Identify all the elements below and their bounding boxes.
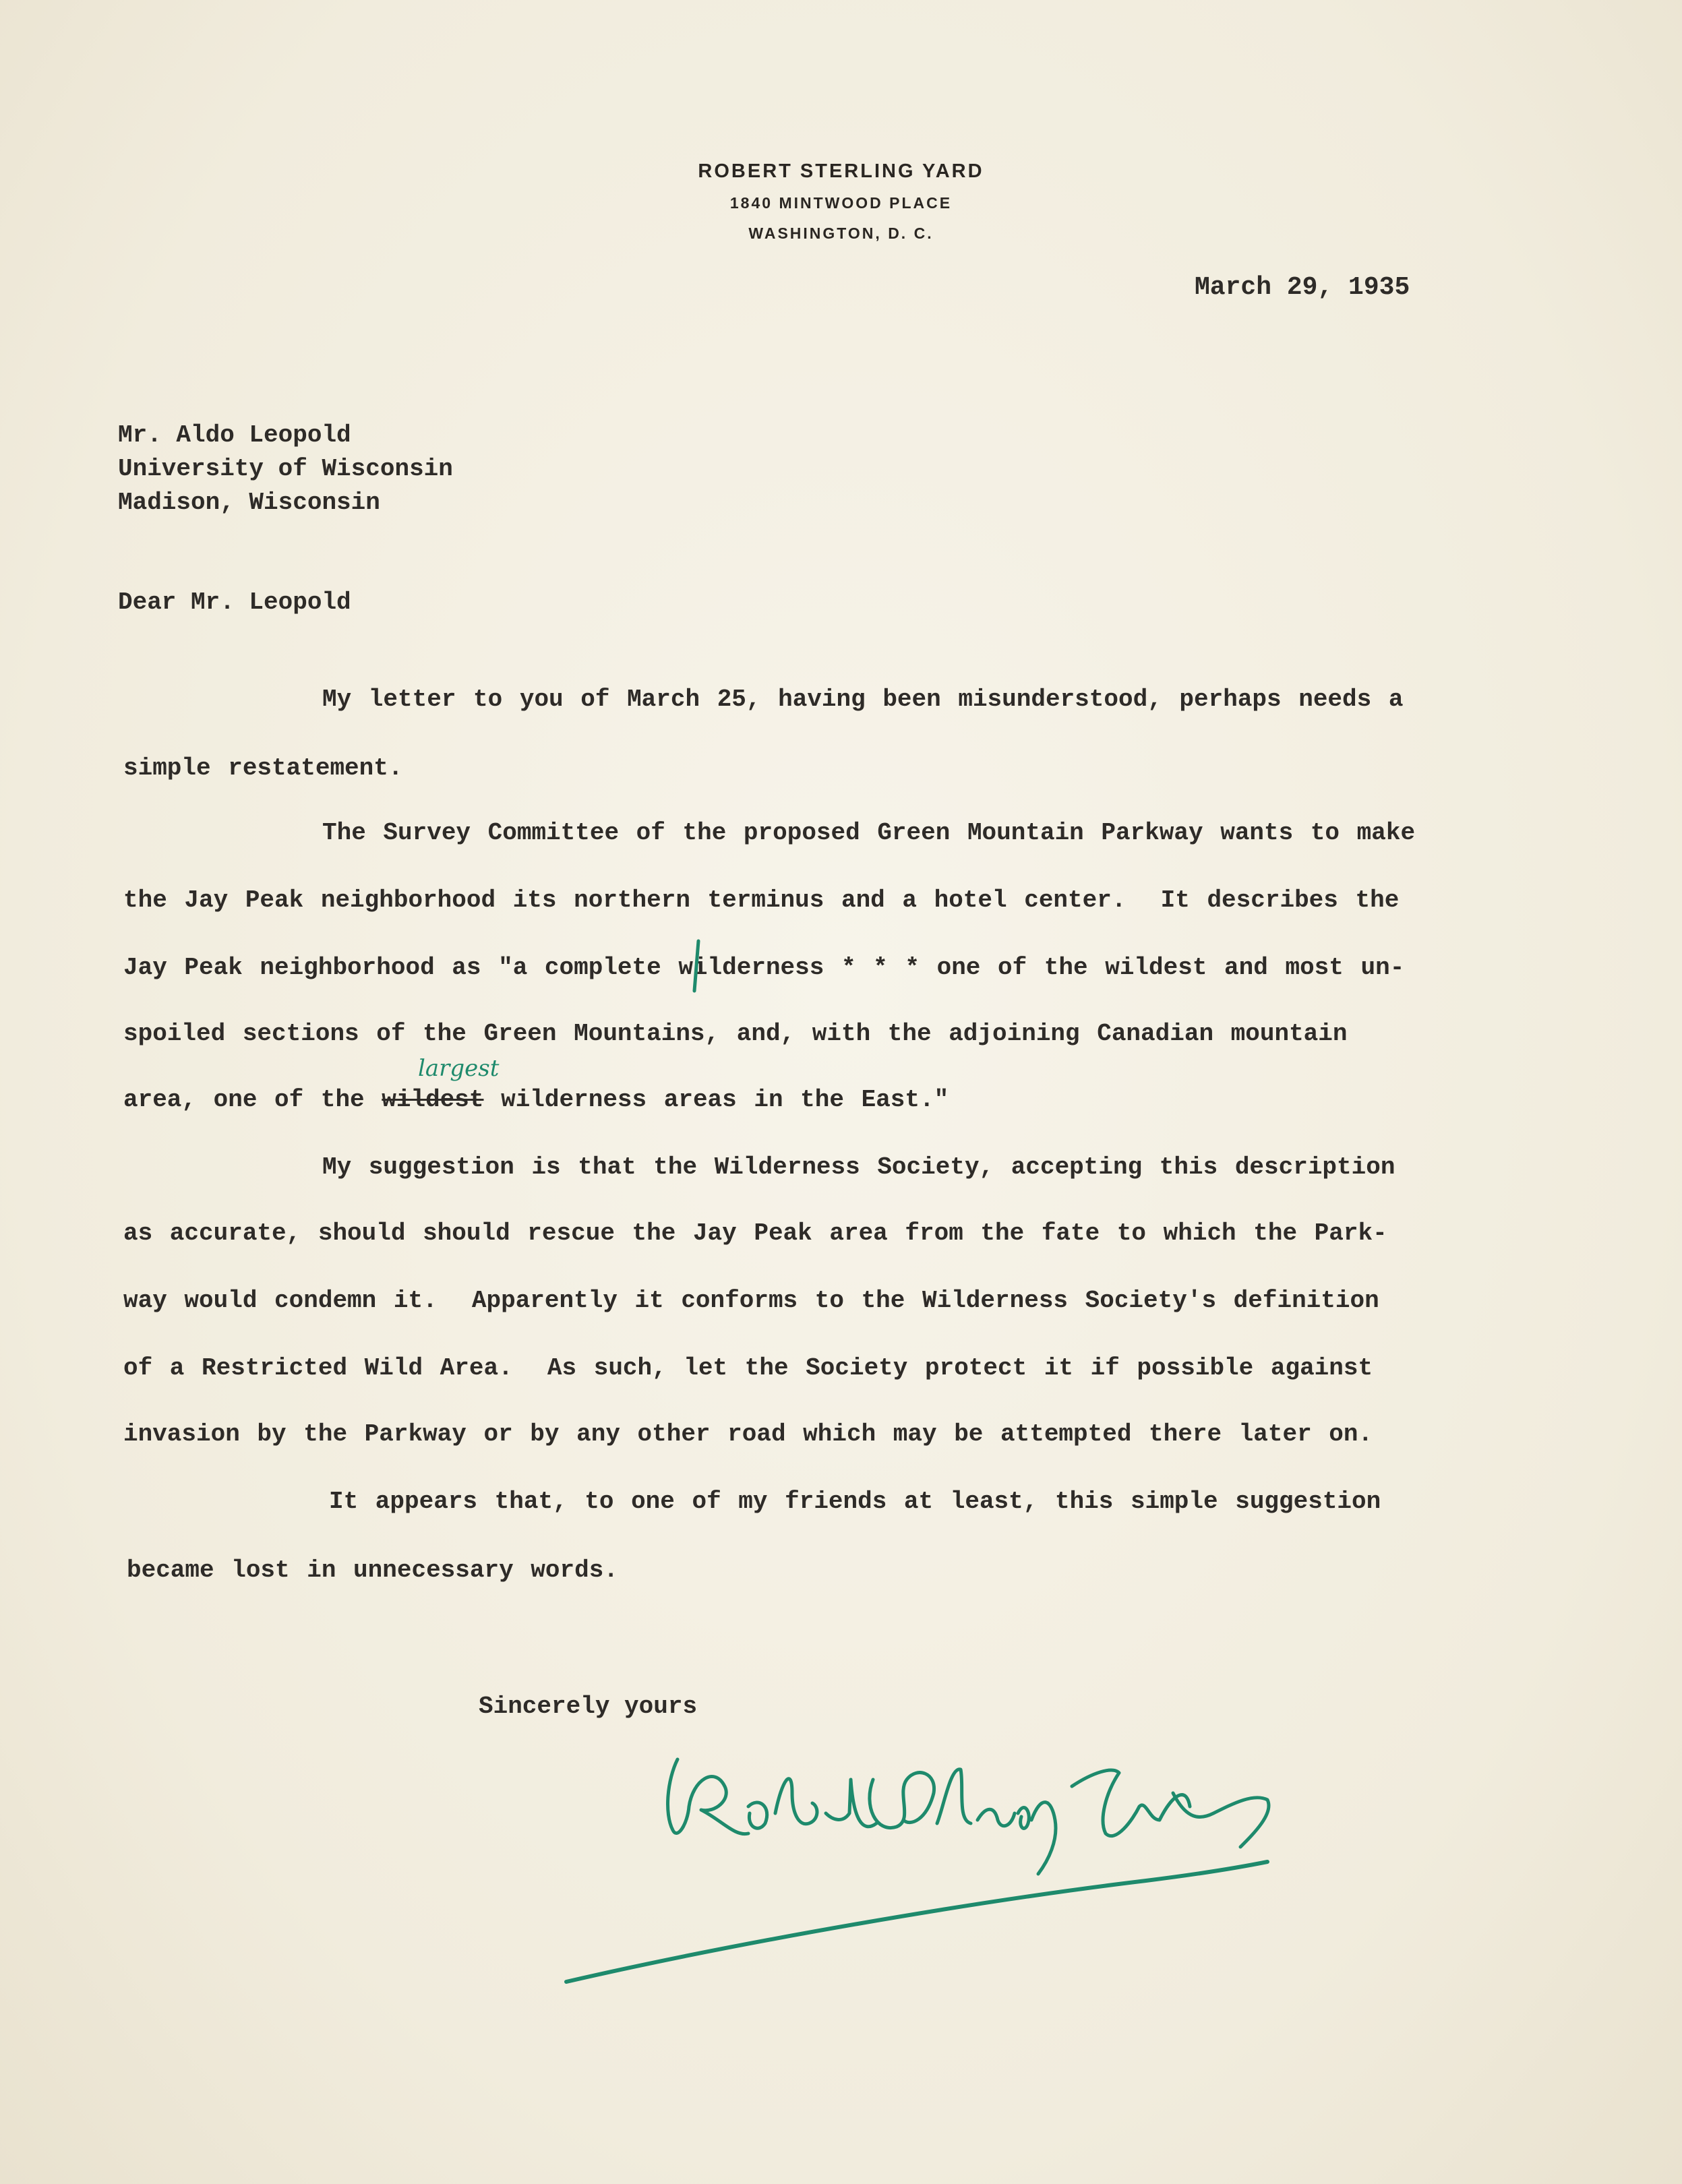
body-line: The Survey Committee of the proposed Green Mountain Parkway wants to make xyxy=(322,819,1416,847)
body-line: way would condemn it. Apparently it conforms to the Wilderness Society's definition xyxy=(123,1287,1379,1314)
letterhead-address: 1840 MINTWOOD PLACE xyxy=(729,194,953,212)
body-line: became lost in unnecessary words. xyxy=(127,1556,618,1584)
recipient-city: Madison, Wisconsin xyxy=(118,489,380,516)
body-text: wilderness areas in the East." xyxy=(483,1086,949,1114)
letterhead-name: ROBERT STERLING YARD xyxy=(698,160,984,182)
body-text: area, one of the xyxy=(123,1086,382,1114)
body-line: It appears that, to one of my friends at least, this simple suggestion xyxy=(329,1488,1381,1515)
body-line: as accurate, should should rescue the Jay Peak area from the fate to which the Park- xyxy=(123,1219,1387,1247)
struck-word: wildest xyxy=(382,1086,484,1114)
body-line: simple restatement. xyxy=(123,754,403,782)
body-line: My letter to you of March 25, having been misunderstood, perhaps needs a xyxy=(322,686,1404,713)
body-line: My suggestion is that the Wilderness Society, accepting this description xyxy=(322,1153,1395,1181)
handwritten-insertion: largest xyxy=(418,1055,500,1082)
letterhead-city: WASHINGTON, D. C. xyxy=(748,224,934,242)
body-line: of a Restricted Wild Area. As such, let the Society protect it if possible against xyxy=(123,1354,1373,1382)
body-line: the Jay Peak neighborhood its northern terminus and a hotel center. It describes the xyxy=(123,886,1400,914)
body-line: invasion by the Parkway or by any other road which may be attempted there later on. xyxy=(123,1420,1373,1448)
signature-icon xyxy=(566,1759,1269,1982)
closing: Sincerely yours xyxy=(479,1693,698,1720)
salutation: Dear Mr. Leopold xyxy=(118,588,351,616)
letter-date: March 29, 1935 xyxy=(1195,273,1410,302)
body-line: spoiled sections of the Green Mountains, and, with the adjoining Canadian mountain xyxy=(123,1020,1348,1048)
body-line: Jay Peak neighborhood as "a complete wilderness * * * one of the wildest and most un- xyxy=(123,954,1405,981)
separator-mark-icon xyxy=(694,941,698,991)
recipient-name: Mr. Aldo Leopold xyxy=(118,421,351,449)
recipient-institution: University of Wisconsin xyxy=(118,455,453,483)
